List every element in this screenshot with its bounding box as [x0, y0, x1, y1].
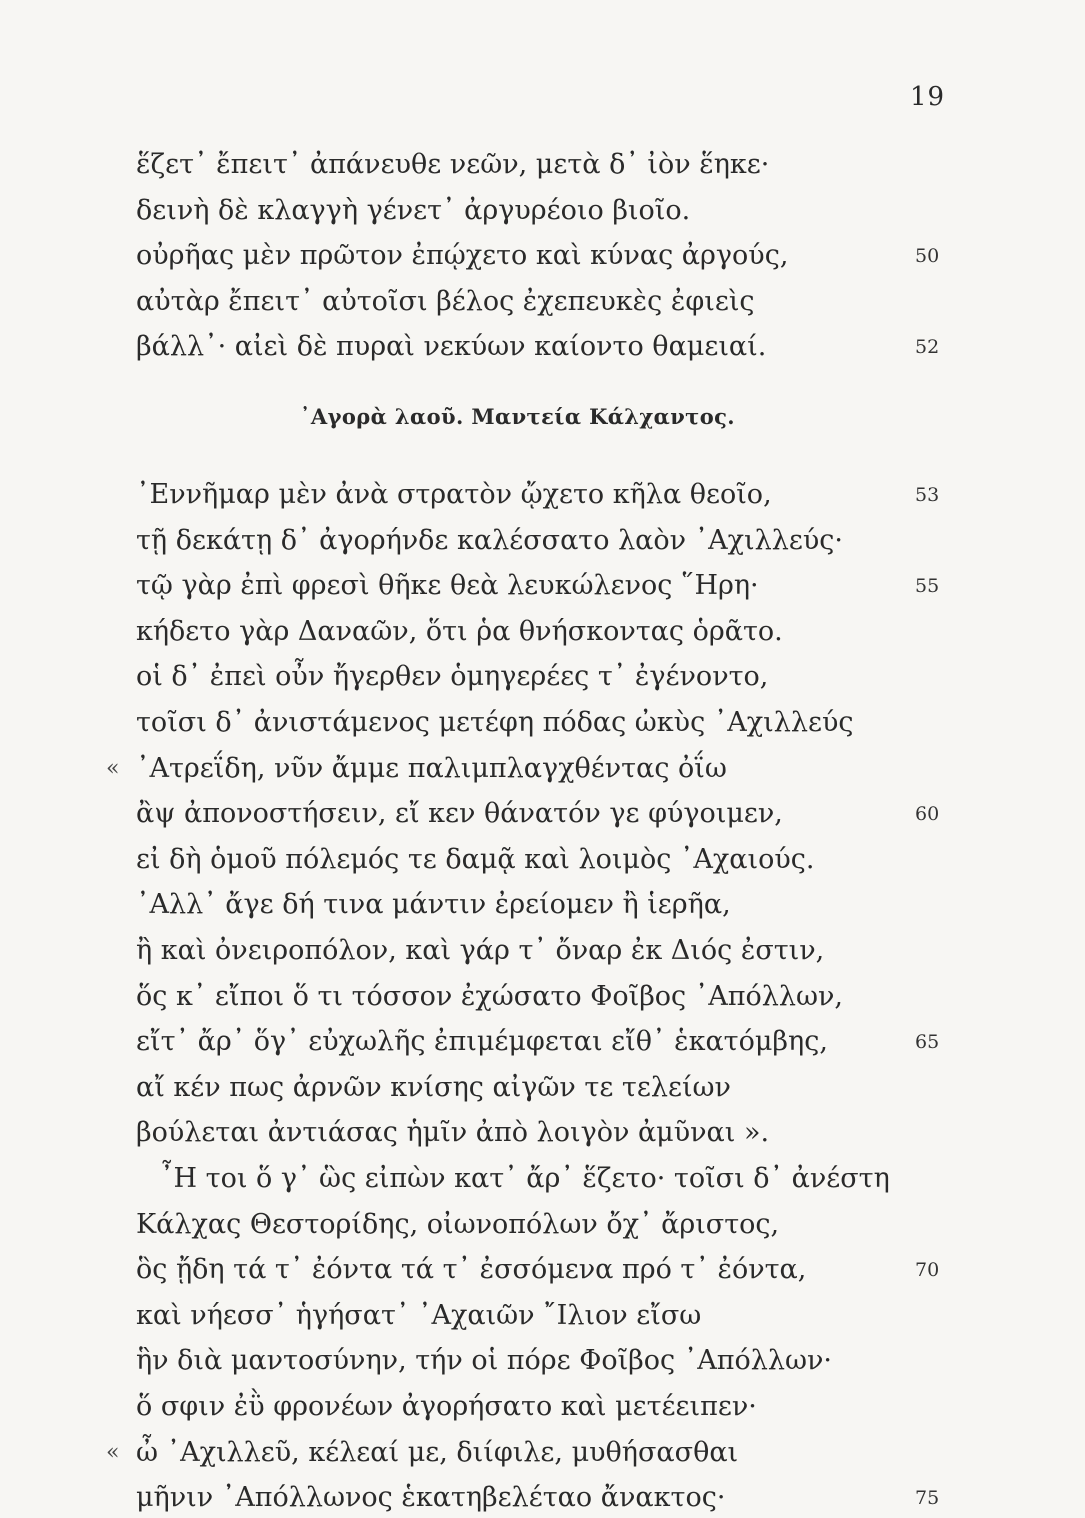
verse-text: δεινὴ δὲ κλαγγὴ γένετ᾽ ἀργυρέοιο βιοῖο.	[136, 194, 691, 226]
quote-mark: «	[106, 1439, 120, 1465]
verse-text: εἰ δὴ ὁμοῦ πόλεμός τε δαμᾷ καὶ λοιμὸς ᾽Αχαιούς.	[136, 843, 815, 875]
verse-text: ὦ ᾽Αχιλλεῦ, κέλεαί με, διίφιλε, μυθήσασθαι	[136, 1436, 739, 1468]
verse-text: ἕζετ᾽ ἔπειτ᾽ ἀπάνευθε νεῶν, μετὰ δ᾽ ἰὸν ἕηκε·	[136, 149, 770, 180]
verse-text: οὐρῆας μὲν πρῶτον ἐπῴχετο καὶ κύνας ἀργούς,	[136, 240, 789, 271]
verse-text: ᾽Εννῆμαρ μὲν ἀνὰ στρατὸν ᾤχετο κῆλα θεοῖο,	[136, 479, 772, 510]
verse-text: Κάλχας Θεστορίδης, οἰωνοπόλων ὄχ᾽ ἄριστος,	[136, 1208, 780, 1240]
verse-text: ᾽Ατρεΐδη, νῦν ἄμμε παλιμπλαγχθέντας ὀΐω	[136, 752, 727, 784]
verse-text: καὶ νήεσσ᾽ ἡγήσατ᾽ ᾽Αχαιῶν ῎Ιλιον εἴσω	[136, 1299, 702, 1331]
line-number: 70	[915, 1259, 940, 1282]
page-number: 19	[910, 82, 946, 112]
verse-text: οἱ δ᾽ ἐπεὶ οὖν ἤγερθεν ὁμηγερέες τ᾽ ἐγένοντο,	[136, 661, 769, 693]
quote-mark: «	[106, 755, 120, 781]
verse-text: βούλεται ἀντιάσας ἡμῖν ἀπὸ λοιγὸν ἀμῦναι ».	[136, 1117, 770, 1149]
verse-text: ἢ καὶ ὀνειροπόλον, καὶ γάρ τ᾽ ὄναρ ἐκ Διός ἐστιν,	[136, 935, 825, 966]
verse-text: ὅ σφιν ἐῢ φρονέων ἀγορήσατο καὶ μετέειπεν·	[136, 1391, 757, 1422]
verse-text: εἴτ᾽ ἄρ᾽ ὅγ᾽ εὐχωλῆς ἐπιμέμφεται εἴθ᾽ ἑκατόμβης,	[136, 1026, 828, 1058]
verse-text: ᾽Αλλ᾽ ἄγε δή τινα μάντιν ἐρείομεν ἢ ἱερῆα,	[136, 889, 731, 921]
line-number: 75	[915, 1487, 940, 1510]
line-number: 60	[915, 803, 940, 826]
verse-text: ἣν διὰ μαντοσύνην, τήν οἱ πόρε Φοῖβος ᾽Απόλλων·	[136, 1345, 832, 1377]
verse-text: ῏Η τοι ὅ γ᾽ ὣς εἰπὼν κατ᾽ ἄρ᾽ ἕζετο· τοῖσι δ᾽ ἀνέστη	[160, 1163, 890, 1194]
verse-text: ὅς κ᾽ εἴποι ὅ τι τόσσον ἐχώσατο Φοῖβος ᾽Απόλλων,	[136, 980, 843, 1012]
verse-text: κήδετο γὰρ Δαναῶν, ὅτι ῥα θνήσκοντας ὁρᾶτο.	[136, 615, 783, 647]
verse-text: τῇ δεκάτῃ δ᾽ ἀγορήνδε καλέσσατο λαὸν ᾽Αχιλλεύς·	[136, 524, 843, 556]
line-number: 53	[915, 484, 940, 506]
line-number: 65	[915, 1031, 940, 1054]
line-number: 50	[915, 245, 940, 267]
verse-text: μῆνιν ᾽Απόλλωνος ἑκατηβελέταο ἄνακτος·	[136, 1482, 726, 1514]
verse-text: τῷ γὰρ ἐπὶ φρεσὶ θῆκε θεὰ λευκώλενος ῞Ηρη·	[136, 570, 759, 602]
verse-text: αἴ κέν πως ἀρνῶν κνίσης αἰγῶν τε τελείων	[136, 1071, 731, 1103]
verse-text: βάλλ᾽· αἰεὶ δὲ πυραὶ νεκύων καίοντο θαμειαί.	[136, 331, 767, 362]
line-number: 52	[915, 336, 940, 358]
verse-text: αὐτὰρ ἔπειτ᾽ αὐτοῖσι βέλος ἐχεπευκὲς ἐφιεὶς	[136, 285, 755, 317]
line-number: 55	[915, 575, 940, 598]
verse-text: τοῖσι δ᾽ ἀνιστάμενος μετέφη πόδας ὠκὺς ᾽Αχιλλεύς	[136, 707, 854, 738]
verse-text: ὃς ᾔδη τά τ᾽ ἐόντα τά τ᾽ ἐσσόμενα πρό τ᾽ ἐόντα,	[136, 1254, 807, 1286]
verse-text: ἂψ ἀπονοστήσειν, εἴ κεν θάνατόν γε φύγοιμεν,	[136, 798, 783, 830]
section-heading: ᾽Αγορὰ λαοῦ. Μαντεία Κάλχαντος.	[300, 404, 736, 429]
